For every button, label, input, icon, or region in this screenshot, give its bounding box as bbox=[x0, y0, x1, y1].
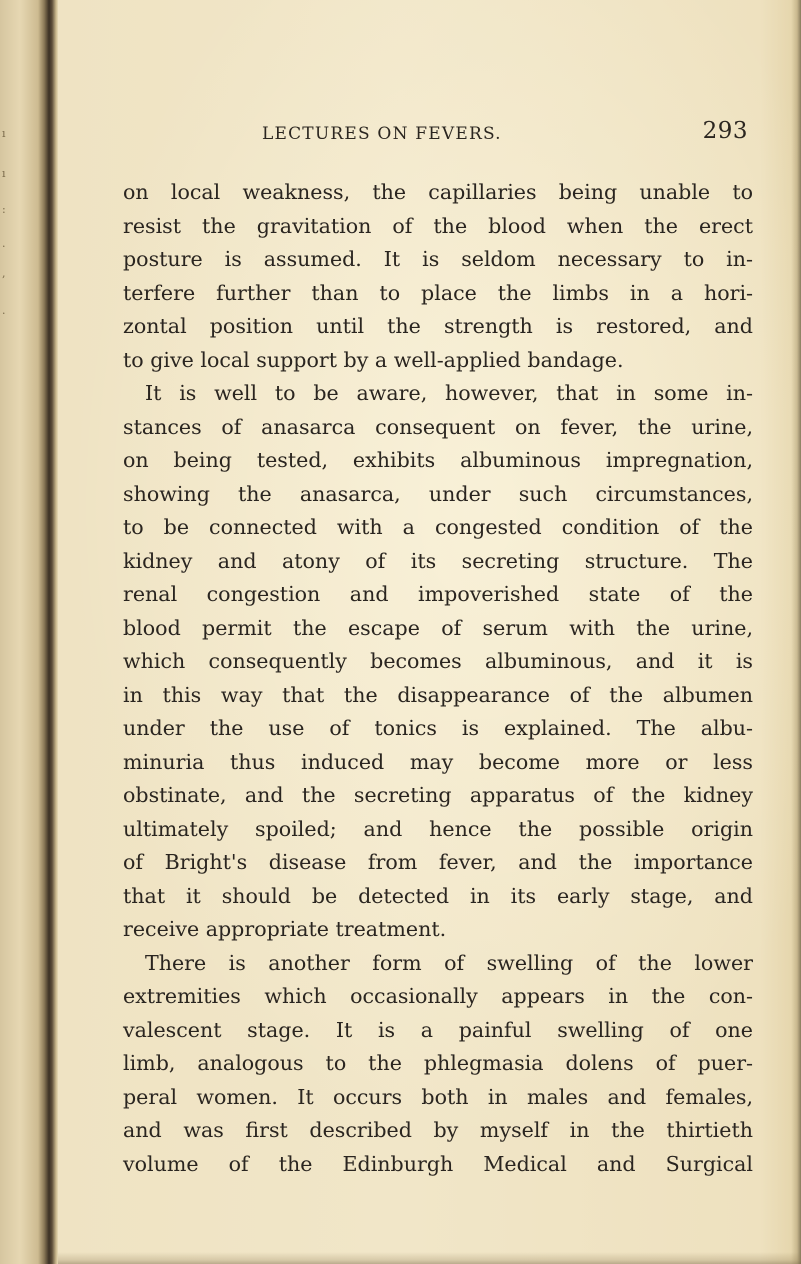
binding-gutter bbox=[0, 0, 58, 1264]
text-line: renal congestion and impoverished state of the bbox=[123, 582, 753, 606]
text-line: volume of the Edinburgh Medical and Surgical bbox=[123, 1151, 753, 1176]
text-line: to give local support by a well-applied bandage. bbox=[123, 347, 624, 372]
running-title: LECTURES ON FEVERS. bbox=[262, 124, 502, 144]
page-number: 293 bbox=[702, 118, 748, 144]
text-line: peral women. It occurs both in males and females, bbox=[123, 1084, 753, 1109]
text-line: receive appropriate treatment. bbox=[123, 917, 447, 941]
text-line: posture is assumed. It is seldom necessary to in- bbox=[123, 247, 753, 271]
text-line: zontal position until the strength is restored, and bbox=[123, 314, 753, 338]
text-line: on local weakness, the capillaries being unable to bbox=[123, 180, 753, 204]
text-line: on being tested, exhibits albuminous impregnation, bbox=[123, 448, 753, 472]
text-line: under the use of tonics is explained. The albu- bbox=[123, 716, 753, 740]
gutter-bleed-marks: ı ı : . , · bbox=[2, 127, 6, 320]
text-line: of Bright's disease from fever, and the importance bbox=[123, 850, 753, 874]
text-line: minuria thus induced may become more or less bbox=[123, 749, 753, 774]
text-line: obstinate, and the secreting apparatus of the kidney bbox=[123, 783, 753, 807]
text-line: terfere further than to place the limbs in a hori- bbox=[123, 280, 753, 305]
text-line: that it should be detected in its early stage, and bbox=[123, 883, 753, 908]
bottom-page-edge bbox=[58, 1252, 801, 1264]
text-line: in this way that the disappearance of the albumen bbox=[123, 682, 753, 707]
right-page-edge bbox=[791, 0, 801, 1264]
text-line: It is well to be aware, however, that in some in- bbox=[145, 381, 753, 405]
text-line: to be connected with a congested condition of the bbox=[123, 515, 753, 539]
text-line: and was first described by myself in the thirtieth bbox=[123, 1118, 753, 1142]
text-line: showing the anasarca, under such circumstances, bbox=[123, 481, 753, 506]
running-head bbox=[262, 118, 748, 152]
text-line: kidney and atony of its secreting structure. The bbox=[123, 548, 753, 573]
text-line: ultimately spoiled; and hence the possible origin bbox=[123, 816, 753, 841]
text-line: blood permit the escape of serum with the urine, bbox=[123, 615, 753, 640]
text-line: stances of anasarca consequent on fever, the urine, bbox=[123, 414, 753, 439]
text-line: valescent stage. It is a painful swelling of one bbox=[123, 1017, 753, 1042]
body-text bbox=[123, 176, 753, 1181]
text-line: extremities which occasionally appears in the con- bbox=[123, 984, 753, 1008]
text-line: which consequently becomes albuminous, and it is bbox=[123, 649, 753, 673]
text-line: limb, analogous to the phlegmasia dolens of puer- bbox=[123, 1051, 753, 1075]
text-line: There is another form of swelling of the lower bbox=[145, 950, 753, 975]
text-line: resist the gravitation of the blood when the erect bbox=[123, 213, 753, 238]
